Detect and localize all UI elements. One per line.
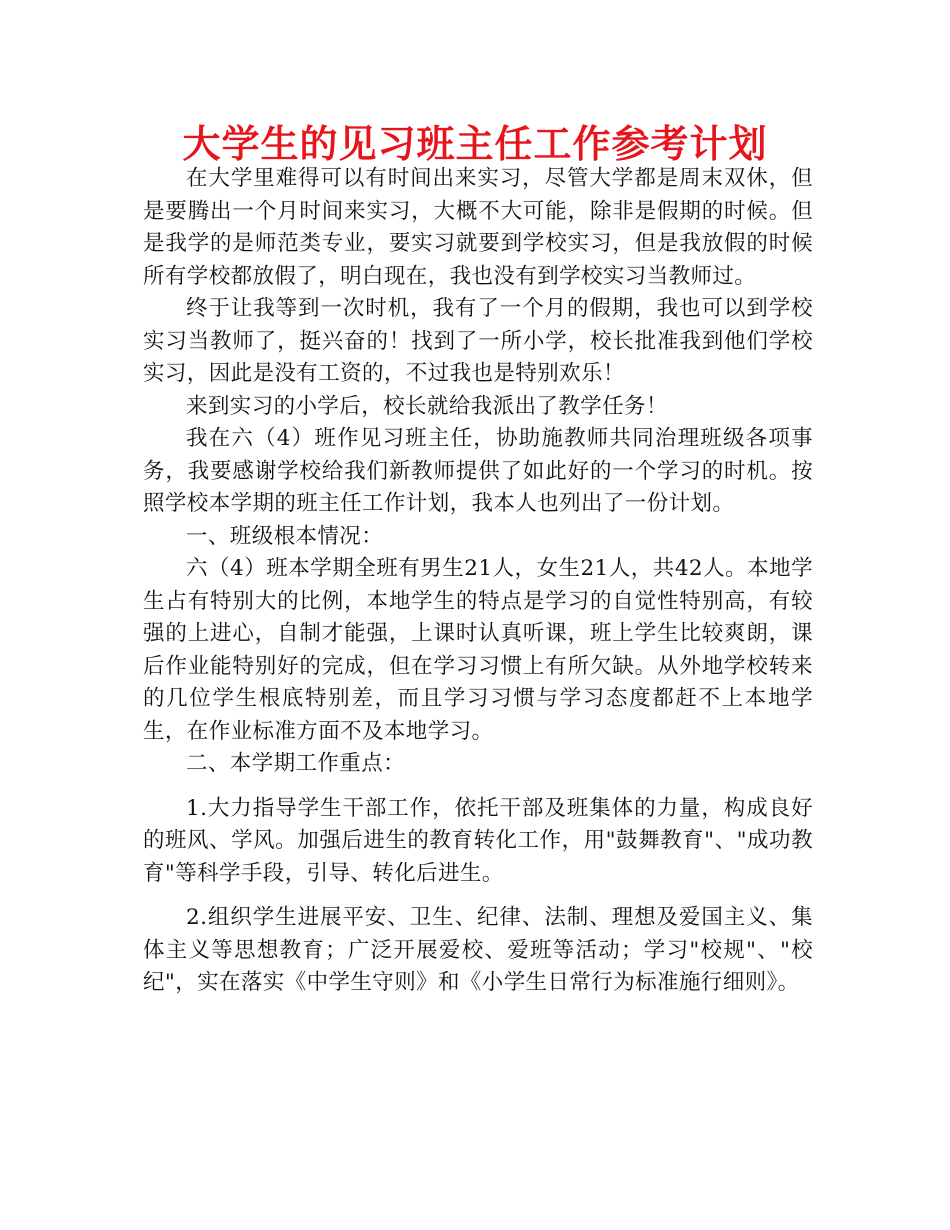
list-item-1: 1.大力指导学生干部工作，依托干部及班集体的力量，构成良好的班风、学风。加强后进生的教育转化工作，用"鼓舞教育"、"成功教育"等科学手段，引导、转化后进生。 — [143, 795, 813, 886]
section-heading-class-situation: 一、班级根本情况： — [186, 523, 384, 549]
paragraph-class-situation: 六（4）班本学期全班有男生21人，女生21人，共42人。本地学生占有特别大的比例，本地学生的特点是学习的自觉性特别高，有较强的上进心，自制才能强，上课时认真听课，班上学生比较爽朗，课后作业能特别好的完成，但在学习习惯上有所欠缺。从外地学校转来的几位学生根底特别差，而且学习习惯与学习态度都赶不上本地学生，在作业标准方面不及本地学习。 — [143, 556, 813, 744]
paragraph-intro: 在大学里难得可以有时间出来实习，尽管大学都是周末双休，但是要腾出一个月时间来实习，大概不大可能，除非是假期的时候。但是我学的是师范类专业，要实习就要到学校实习，但是我放假的时候所有学校都放假了，明白现在，我也没有到学校实习当教师过。 — [143, 166, 813, 289]
section-heading-work-focus: 二、本学期工作重点： — [186, 751, 406, 776]
document-title: 大学生的见习班主任工作参考计划 — [182, 122, 768, 166]
paragraph-role: 我在六（4）班作见习班主任，协助施教师共同治理班级各项事务，我要感谢学校给我们新教师提供了如此好的一个学习的时机。按照学校本学期的班主任工作计划，我本人也列出了一份计划。 — [143, 426, 813, 516]
paragraph-task: 来到实习的小学后，校长就给我派出了教学任务！ — [186, 393, 668, 419]
paragraph-opportunity: 终于让我等到一次时机，我有了一个月的假期，我也可以到学校实习当教师了，挺兴奋的！找到了一所小学，校长批准我到他们学校实习，因此是没有工资的，不过我也是特别欢乐！ — [143, 296, 813, 386]
document-body — [143, 163, 813, 1000]
list-item-2: 2.组织学生进展平安、卫生、纪律、法制、理想及爱国主义、集体主义等思想教育；广泛开展爱校、爱班等活动；学习"校规"、"校纪"，实在落实《中学生守则》和《小学生日常行为标准施行细则》。 — [143, 905, 813, 995]
